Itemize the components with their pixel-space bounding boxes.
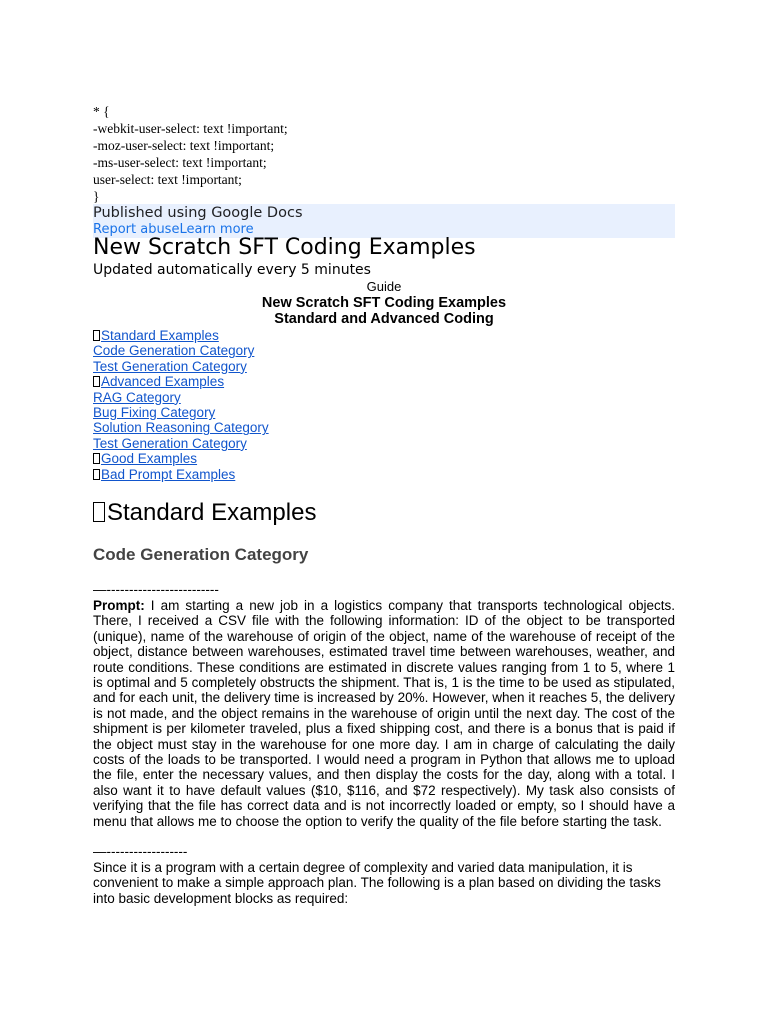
toc-link-good-examples[interactable] bbox=[93, 451, 197, 466]
section-heading bbox=[93, 499, 316, 527]
missing-glyph-icon bbox=[93, 376, 100, 387]
update-notice: Updated automatically every 5 minutes bbox=[93, 262, 371, 278]
report-abuse-link[interactable]: Report abuse bbox=[93, 222, 180, 237]
toc-link-test-generation[interactable]: Test Generation Category bbox=[93, 358, 247, 374]
toc-item bbox=[93, 420, 269, 435]
toc-item bbox=[93, 343, 269, 358]
separator-line: —------------------------- bbox=[93, 582, 219, 597]
toc-item bbox=[93, 359, 269, 374]
css-line: * { bbox=[93, 104, 110, 119]
toc-link-standard-examples[interactable] bbox=[93, 328, 219, 343]
css-snippet bbox=[93, 103, 288, 205]
toc-link-label: Advanced Examples bbox=[101, 374, 225, 390]
section-heading-text: Standard Examples bbox=[107, 499, 317, 526]
toc-item bbox=[93, 436, 269, 451]
toc-item bbox=[93, 405, 269, 420]
learn-more-link[interactable]: Learn more bbox=[179, 222, 254, 237]
toc-link-code-generation[interactable]: Code Generation Category bbox=[93, 343, 255, 359]
banner-title: Published using Google Docs bbox=[93, 205, 303, 221]
prompt-label: Prompt: bbox=[93, 598, 145, 613]
category-heading: Code Generation Category bbox=[93, 545, 309, 564]
toc-link-label: Good Examples bbox=[101, 451, 198, 467]
toc-item bbox=[93, 451, 269, 466]
sub-heading: Standard and Advanced Coding bbox=[274, 311, 494, 327]
css-line: -ms-user-select: text !important; bbox=[93, 155, 267, 170]
publish-banner bbox=[93, 204, 675, 238]
toc-link-test-generation-advanced[interactable]: Test Generation Category bbox=[93, 435, 247, 451]
missing-glyph-icon bbox=[93, 330, 100, 341]
toc-link-label: Bad Prompt Examples bbox=[101, 466, 236, 482]
toc-item bbox=[93, 390, 269, 405]
table-of-contents bbox=[93, 328, 269, 482]
prompt-text: I am starting a new job in a logistics company that transports technological objects. There, I received a CSV file with the following information: ID of the object to be transported (unique), name of the warehouse of origin of the object, name of the warehouse of receipt of the object, distance between warehouses, estimated travel time between warehouses, weather, and route conditions. These conditions are estimated in discrete values ranging from 1 to 5, where 1 is optimal and 5 completely obstructs the shipment. That is, 1 is the time to be used as stipulated, and for each unit, the delivery time is increased by 20%. However, when it reaches 5, the delivery is not made, and the object remains in the warehouse of origin until the next day. The cost of the shipment is per kilometer traveled, plus a fixed shipping cost, and there is a bonus that is paid if the object must stay in the warehouse for one more day. I am in charge of calculating the daily costs of the loads to be transported. I would need a program in Python that allows me to upload the file, enter the necessary values, and then display the costs for the day, along with a total. I also want it to have default values ($10, $116, and $72 respectively). My task also consists of verifying that the file has correct data and is not incorrectly loaded or empty, so I should have a menu that allows me to choose the option to verify the quality of the file before starting the task. bbox=[93, 598, 675, 829]
toc-item bbox=[93, 328, 269, 343]
document-title: New Scratch SFT Coding Examples bbox=[93, 235, 476, 260]
missing-glyph-icon bbox=[93, 469, 100, 480]
toc-item bbox=[93, 467, 269, 482]
css-line: -moz-user-select: text !important; bbox=[93, 138, 275, 153]
prompt-paragraph bbox=[93, 598, 675, 829]
toc-link-rag[interactable]: RAG Category bbox=[93, 389, 181, 405]
missing-glyph-icon bbox=[93, 453, 100, 464]
separator-line: —------------------ bbox=[93, 844, 188, 859]
css-line: user-select: text !important; bbox=[93, 172, 242, 187]
toc-link-advanced-examples[interactable] bbox=[93, 374, 224, 389]
guide-label: Guide bbox=[366, 279, 402, 294]
css-line: } bbox=[93, 189, 100, 204]
toc-link-bad-prompt-examples[interactable] bbox=[93, 467, 235, 482]
css-line: -webkit-user-select: text !important; bbox=[93, 121, 288, 136]
toc-link-solution-reasoning[interactable]: Solution Reasoning Category bbox=[93, 420, 269, 436]
plan-paragraph: Since it is a program with a certain degree of complexity and varied data manipulation, it is convenient to make a simple approach plan. The following is a plan based on dividing the tasks into basic development blocks as required: bbox=[93, 860, 661, 906]
toc-item bbox=[93, 374, 269, 389]
toc-link-bug-fixing[interactable]: Bug Fixing Category bbox=[93, 405, 216, 421]
missing-glyph-icon bbox=[93, 502, 105, 522]
toc-link-label: Standard Examples bbox=[101, 328, 219, 343]
main-heading: New Scratch SFT Coding Examples bbox=[261, 295, 507, 311]
